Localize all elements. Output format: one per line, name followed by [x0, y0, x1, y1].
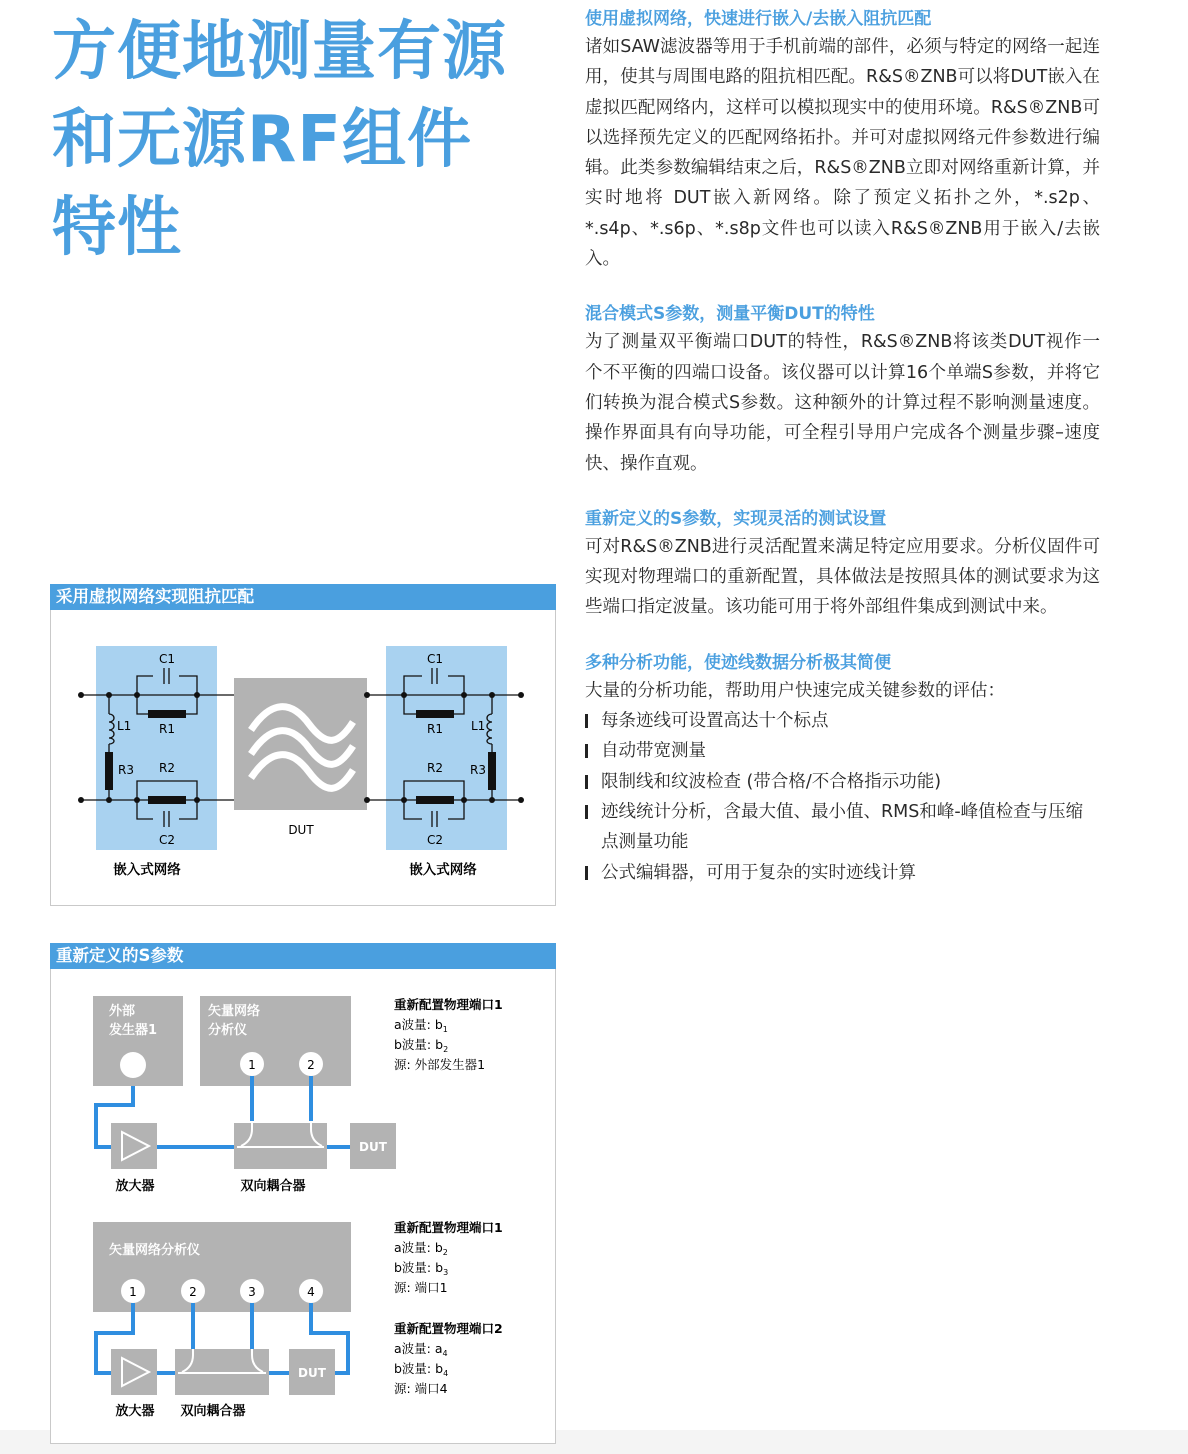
config-a-wave-text: a波量: b — [394, 1017, 443, 1032]
port-number: 1 — [129, 1285, 137, 1299]
list-item-text: 每条迹线可设置高达十个标点 — [601, 711, 829, 732]
config-b-wave-sub: 4 — [443, 1369, 449, 1378]
label-l1: L1 — [471, 719, 486, 733]
page-title-line-1: 方便地测量有源 — [52, 15, 507, 89]
bullet-marker — [585, 775, 588, 789]
config-a-wave — [394, 1240, 448, 1257]
list-item — [585, 706, 1100, 736]
config-b-wave — [394, 1260, 448, 1277]
label-r2: R2 — [159, 761, 175, 775]
port-number: 2 — [189, 1285, 197, 1299]
config-source: 源: 外部发生器1 — [394, 1057, 486, 1072]
label-l1: L1 — [117, 719, 132, 733]
bullet-marker — [585, 866, 588, 880]
bullet-marker — [585, 714, 588, 728]
config-block-2 — [394, 1220, 503, 1295]
label-r3: R3 — [118, 763, 134, 777]
port-number: 4 — [307, 1285, 315, 1299]
section-body: 诸如SAW滤波器等用于手机前端的部件，必须与特定的网络一起连用，使其与周围电路的阻抗相匹配。R&S®ZNB可以将DUT嵌入在虚拟匹配网络内，这样可以模拟现实中的使用环境。R&S®ZNB可以选择预先定义的匹配网络拓扑。并可对虚拟网络元件参数进行编辑。此类参数编辑结束之后，R&S®ZNB立即对网络重新计算，并实时地将 DUT嵌入新网络。除了预定义拓扑之外，*.s2p、*.s4p、*.s6p、*.s8p文件也可以读入R&S®ZNB用于嵌入/去嵌入。 — [585, 37, 1100, 270]
list-item-text: 迹线统计分析，含最大值、最小值、RMS和峰-峰值检查与压缩点测量功能 — [601, 801, 1084, 853]
coupler-label: 双向耦合器 — [180, 1404, 246, 1419]
amplifier-label: 放大器 — [115, 1404, 155, 1419]
section-heading: 混合模式S参数，测量平衡DUT的特性 — [585, 304, 875, 325]
port-number: 2 — [307, 1058, 315, 1072]
config-b-wave-sub: 2 — [443, 1045, 449, 1054]
label-r2: R2 — [427, 761, 443, 775]
resistor-r3 — [488, 752, 496, 790]
config-title: 重新配置物理端口2 — [394, 1321, 503, 1336]
port-reconfiguration-diagram — [51, 943, 555, 1443]
config-b-wave-text: b波量: b — [394, 1260, 444, 1275]
config-b-wave-text: b波量: b — [394, 1037, 444, 1052]
feature-list — [585, 706, 1100, 888]
page-title — [52, 8, 572, 272]
embedding-network-box-left — [96, 646, 217, 850]
config-a-wave-sub: 2 — [442, 1248, 448, 1257]
text-column — [585, 6, 1100, 915]
config-a-wave-sub: 4 — [442, 1349, 448, 1358]
port-number: 3 — [248, 1285, 256, 1299]
section-redefined-s-params — [585, 506, 1100, 623]
list-item — [585, 736, 1100, 766]
config-a-wave-text: a波量: a — [394, 1341, 443, 1356]
vna-label: 矢量网络分析仪 — [109, 1243, 201, 1258]
coupler-label: 双向耦合器 — [240, 1179, 306, 1194]
ext-gen-label-line-1: 外部 — [109, 1004, 136, 1019]
list-item — [585, 797, 1100, 858]
embedded-network-label: 嵌入式网络 — [409, 862, 477, 878]
config-title: 重新配置物理端口1 — [394, 1220, 503, 1235]
config-a-wave-sub: 1 — [442, 1025, 448, 1034]
config-a-wave — [394, 1341, 448, 1358]
embedding-network-diagram — [51, 584, 555, 905]
section-heading: 使用虚拟网络，快速进行嵌入/去嵌入阻抗匹配 — [585, 9, 932, 29]
bullet-marker — [585, 805, 588, 819]
resistor-r2 — [148, 796, 186, 804]
section-analysis — [585, 650, 1100, 888]
resistor-r2 — [416, 796, 454, 804]
resistor-r3 — [105, 752, 113, 790]
list-item-text: 自动带宽测量 — [601, 741, 706, 762]
list-item-text: 公式编辑器，可用于复杂的实时迹线计算 — [601, 862, 916, 883]
ext-gen-label-line-2: 发生器1 — [109, 1023, 158, 1038]
port-number: 1 — [248, 1058, 256, 1072]
bullet-marker — [585, 744, 588, 758]
vna-label-line-2: 分析仪 — [208, 1023, 248, 1038]
section-body: 大量的分析功能，帮助用户快速完成关键参数的评估： — [585, 680, 1005, 701]
dut-label: DUT — [298, 1366, 326, 1380]
config-a-wave — [394, 1017, 448, 1034]
page-title-line-3: 特性 — [52, 191, 182, 265]
config-title: 重新配置物理端口1 — [394, 997, 503, 1012]
list-item — [585, 767, 1100, 797]
resistor-r1 — [416, 710, 454, 718]
dut-label: DUT — [288, 823, 314, 837]
virtual-network-figure — [50, 584, 556, 906]
list-item — [585, 858, 1100, 888]
config-source: 源: 端口4 — [394, 1381, 448, 1396]
config-b-wave — [394, 1037, 448, 1054]
section-heading: 多种分析功能，使迹线数据分析极其简便 — [585, 652, 891, 673]
figure-title-bar: 重新定义的S参数 — [50, 943, 556, 969]
config-b-wave — [394, 1361, 448, 1378]
config-b-wave-sub: 3 — [443, 1268, 449, 1277]
generator-output-icon — [120, 1052, 146, 1078]
label-r1: R1 — [159, 722, 175, 736]
page-title-line-2: 和无源RF组件 — [52, 103, 472, 177]
section-mixed-mode — [585, 301, 1100, 478]
dut-block — [234, 678, 367, 810]
label-c2: C2 — [426, 833, 444, 847]
dut-label: DUT — [359, 1140, 387, 1154]
section-embedding — [585, 6, 1100, 274]
embedded-network-label: 嵌入式网络 — [113, 862, 181, 878]
config-block-3 — [394, 1321, 503, 1396]
redefined-s-params-figure — [50, 943, 556, 1444]
amplifier-label: 放大器 — [115, 1179, 155, 1194]
vna-label-line-1: 矢量网络 — [208, 1004, 261, 1019]
config-b-wave-text: b波量: b — [394, 1361, 444, 1376]
label-r3: R3 — [470, 763, 486, 777]
section-body: 可对R&S®ZNB进行灵活配置来满足特定应用要求。分析仪固件可实现对物理端口的重新配置，具体做法是按照具体的测试要求为这些端口指定波量。该功能可用于将外部组件集成到测试中来。 — [585, 536, 1100, 618]
figure-title-bar: 采用虚拟网络实现阻抗匹配 — [50, 584, 556, 610]
label-r1: R1 — [427, 722, 443, 736]
section-heading: 重新定义的S参数，实现灵活的测试设置 — [585, 508, 887, 529]
config-block-1 — [394, 997, 503, 1072]
label-c1: C1 — [158, 652, 176, 666]
label-c1: C1 — [426, 652, 444, 666]
section-body: 为了测量双平衡端口DUT的特性，R&S®ZNB将该类DUT视作一个不平衡的四端口设备。该仪器可以计算16个单端S参数，并将它们转换为混合模式S参数。这种额外的计算过程不影响测量速度。操作界面具有向导功能，可全程引导用户完成各个测量步骤–速度快、操作直观。 — [585, 332, 1100, 474]
config-a-wave-text: a波量: b — [394, 1240, 443, 1255]
config-source: 源: 端口1 — [394, 1280, 448, 1295]
resistor-r1 — [148, 710, 186, 718]
list-item-text: 限制线和纹波检查 (带合格/不合格指示功能) — [601, 771, 942, 792]
label-c2: C2 — [158, 833, 176, 847]
